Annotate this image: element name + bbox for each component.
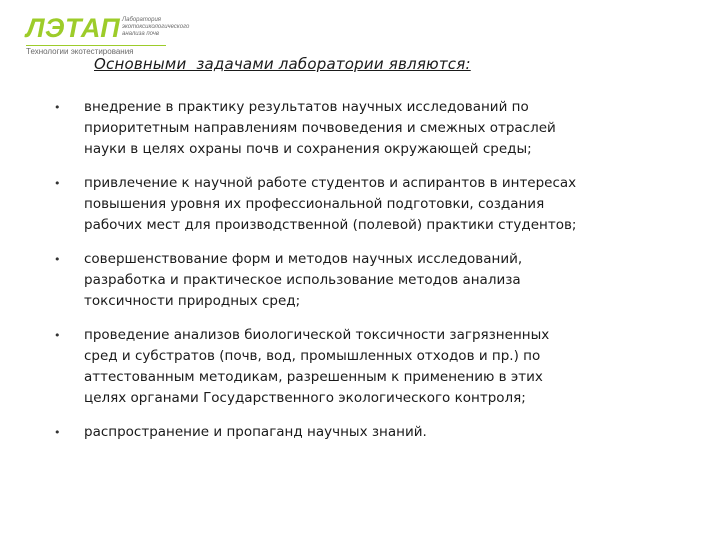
bullet-icon: • bbox=[54, 426, 61, 439]
task-text-line: повышения уровня их профессиональной подготовки, создания bbox=[84, 196, 545, 212]
task-text-line: внедрение в практику результатов научных исследований по bbox=[84, 99, 529, 115]
task-text-line: проведение анализов биологической токсичности загрязненных bbox=[84, 327, 550, 343]
task-list-item bbox=[52, 173, 672, 236]
task-text-line: целях органами Государственного экологического контроля; bbox=[84, 390, 526, 406]
task-text-line: сред и субстратов (почв, вод, промышленных отходов и пр.) по bbox=[84, 348, 541, 364]
page-heading: Основными задачами лаборатории являются: bbox=[94, 55, 471, 73]
logo-subtitle bbox=[122, 17, 189, 38]
logo-tagline: Технологии экотестирования bbox=[26, 47, 134, 56]
task-list-item bbox=[52, 422, 672, 443]
logo-subtitle-line: Лаборатория bbox=[122, 17, 161, 23]
logo-subtitle-line: анализа почв bbox=[122, 31, 159, 37]
task-list-item bbox=[52, 325, 672, 409]
task-text-line: токсичности природных сред; bbox=[84, 293, 301, 309]
bullet-icon: • bbox=[54, 329, 61, 342]
task-text-line: аттестованным методикам, разрешенным к применению в этих bbox=[84, 369, 543, 385]
logo bbox=[22, 12, 190, 58]
task-text-line: науки в целях охраны почв и сохранения окружающей среды; bbox=[84, 141, 532, 157]
task-text-line: приоритетным направлениям почвоведения и смежных отраслей bbox=[84, 120, 556, 136]
task-text-line: разработка и практическое использование методов анализа bbox=[84, 272, 521, 288]
task-text-line: привлечение к научной работе студентов и аспирантов в интересах bbox=[84, 175, 577, 191]
bullet-icon: • bbox=[54, 177, 61, 190]
task-list-item bbox=[52, 97, 672, 160]
logo-name: ЛЭТАП bbox=[26, 13, 121, 43]
bullet-icon: • bbox=[54, 101, 61, 114]
logo-divider bbox=[26, 45, 166, 46]
task-text-line: распространение и пропаганд научных знаний. bbox=[84, 424, 427, 440]
bullet-icon: • bbox=[54, 253, 61, 266]
task-text-line: совершенствование форм и методов научных исследований, bbox=[84, 251, 523, 267]
logo-subtitle-line: экотоксикологического bbox=[122, 24, 190, 30]
task-list bbox=[52, 97, 672, 443]
task-list-item bbox=[52, 249, 672, 312]
task-text-line: рабочих мест для производственной (полевой) практики студентов; bbox=[84, 217, 577, 233]
